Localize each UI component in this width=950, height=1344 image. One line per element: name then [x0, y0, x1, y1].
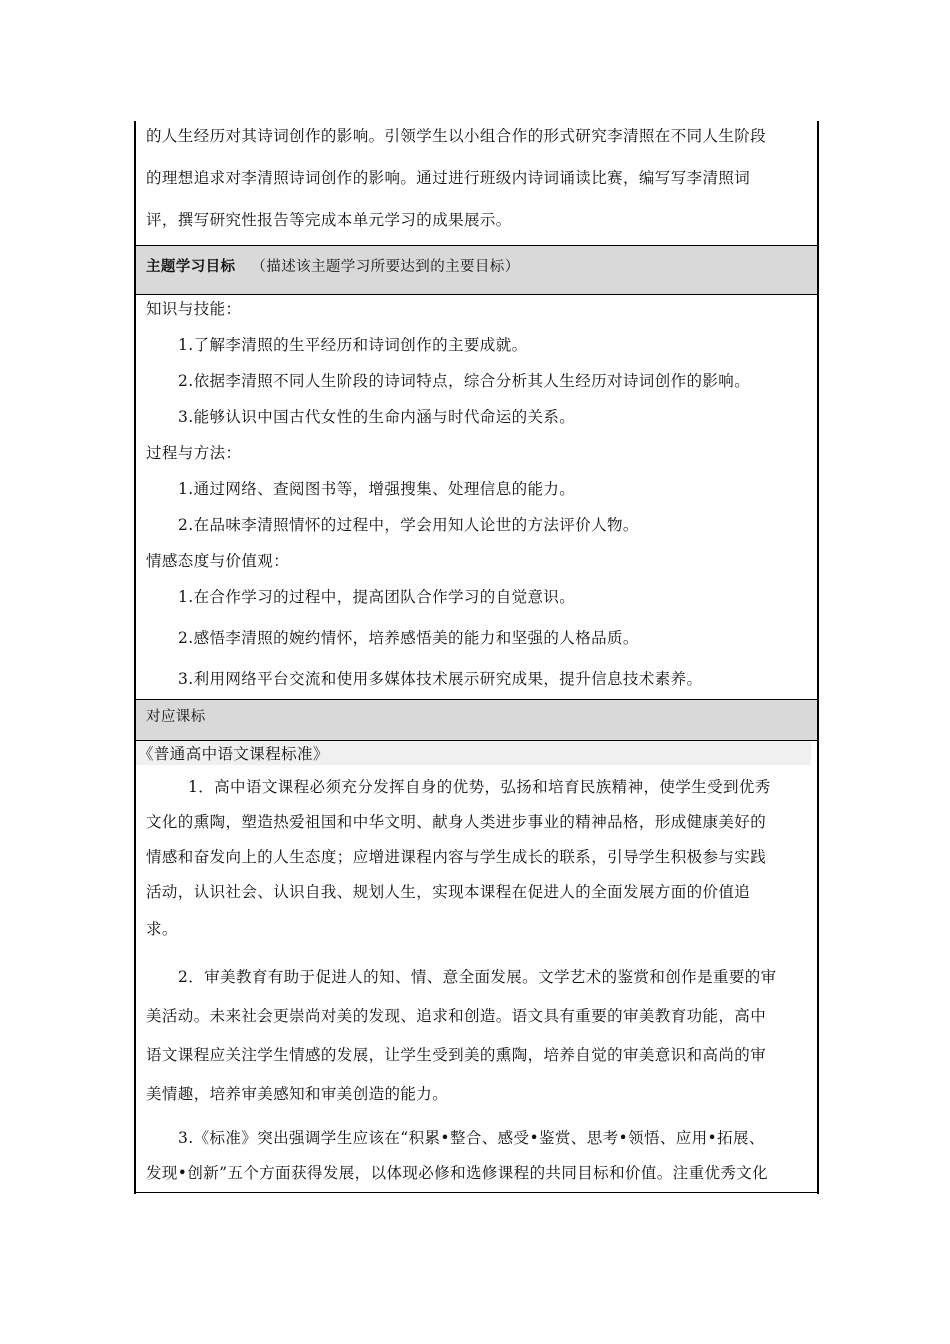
standard-p3-line: 3.《标准》突出强调学生应该在“积累•整合、感受•鉴赏、思考•领悟、应用•拓展、: [178, 1129, 765, 1147]
process-heading: 过程与方法：: [146, 444, 242, 462]
lesson-plan-table: [134, 121, 819, 1194]
standard-p3-line: 发现•创新”五个方面获得发展，以体现必修和选修课程的共同目标和价值。注重优秀文化: [146, 1164, 769, 1182]
goals-header: [146, 256, 520, 277]
goals-cell: [136, 295, 817, 699]
standard-p2-line: 美活动。未来社会更崇尚对美的发现、追求和创造。语文具有重要的审美教育功能，高中: [146, 1007, 767, 1025]
table-bottom-border: [136, 1192, 817, 1193]
standard-p1-line: 1．高中语文课程必须充分发挥自身的优势，弘扬和培育民族精神，使学生受到优秀: [188, 778, 771, 796]
standard-p1-line: 文化的熏陶，塑造热爱祖国和中华文明、献身人类进步事业的精神品格，形成健康美好的: [146, 813, 767, 831]
intro-line: 的理想追求对李清照诗词创作的影响。通过进行班级内诗词诵读比赛，编写写李清照词: [146, 169, 751, 187]
knowledge-heading: 知识与技能：: [146, 300, 242, 318]
knowledge-item: 2.依据李清照不同人生阶段的诗词特点，综合分析其人生经历对诗词创作的影响。: [178, 372, 751, 390]
knowledge-item: 1.了解李清照的生平经历和诗词创作的主要成就。: [178, 336, 528, 354]
standard-p1-line: 求。: [146, 920, 178, 938]
goals-header-cell: [136, 246, 817, 294]
standard-p2-line: 美情趣，培养审美感知和审美创造的能力。: [146, 1085, 449, 1103]
standards-book-title: 《普通高中语文课程标准》: [138, 745, 329, 763]
emotion-heading: 情感态度与价值观：: [146, 552, 290, 570]
intro-cell: [136, 121, 817, 245]
knowledge-item: 3.能够认识中国古代女性的生命内涵与时代命运的关系。: [178, 408, 576, 426]
intro-line: 评，撰写研究性报告等完成本单元学习的成果展示。: [146, 211, 512, 229]
standard-p2-line: 2．审美教育有助于促进人的知、情、意全面发展。文学艺术的鉴赏和创作是重要的审: [178, 968, 777, 986]
intro-line: 的人生经历对其诗词创作的影响。引领学生以小组合作的形式研究李清照在不同人生阶段: [146, 127, 767, 145]
goals-note: （描述该主题学习所要达到的主要目标）: [251, 259, 520, 275]
standards-cell: [136, 741, 817, 1194]
standards-header-cell: [136, 700, 817, 740]
emotion-item: 2.感悟李清照的婉约情怀，培养感悟美的能力和坚强的人格品质。: [178, 629, 639, 647]
goals-title: 主题学习目标: [146, 259, 236, 275]
process-item: 2.在品味李清照情怀的过程中，学会用知人论世的方法评价人物。: [178, 516, 639, 534]
emotion-item: 3.利用网络平台交流和使用多媒体技术展示研究成果，提升信息技术素养。: [178, 670, 703, 688]
standard-p1-line: 情感和奋发向上的人生态度；应增进课程内容与学生成长的联系，引导学生积极参与实践: [146, 848, 767, 866]
standard-p2-line: 语文课程应关注学生情感的发展，让学生受到美的熏陶，培养自觉的审美意识和高尚的审: [146, 1046, 767, 1064]
emotion-item: 1.在合作学习的过程中，提高团队合作学习的自觉意识。: [178, 588, 576, 606]
standards-title: 对应课标: [146, 709, 206, 725]
standard-p1-line: 活动，认识社会、认识自我、规划人生，实现本课程在促进人的全面发展方面的价值追: [146, 883, 751, 901]
process-item: 1.通过网络、查阅图书等，增强搜集、处理信息的能力。: [178, 480, 576, 498]
